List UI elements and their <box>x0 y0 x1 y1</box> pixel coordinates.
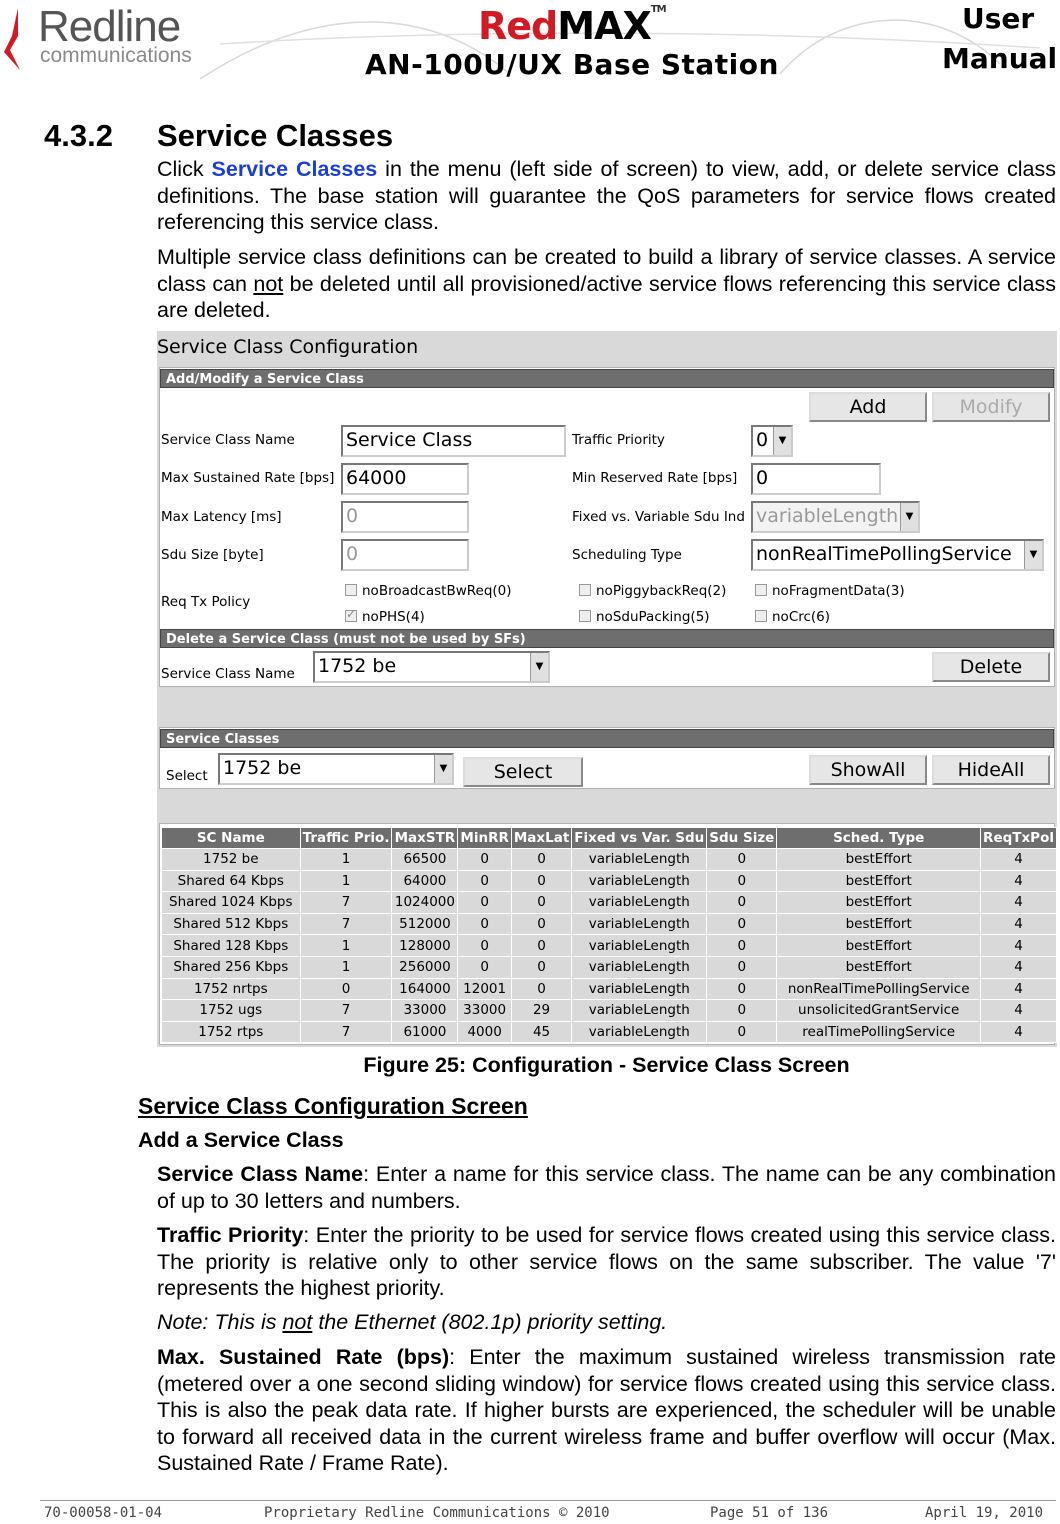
column-header: SC Name <box>162 828 301 849</box>
table-cell: 164000 <box>392 978 458 1000</box>
note-text-not: not <box>282 1310 313 1334</box>
table-cell: 0 <box>707 956 777 978</box>
column-header: MaxLat <box>511 828 571 849</box>
table-header-row <box>162 828 1057 849</box>
intro-paragraph <box>157 156 1056 236</box>
traffic-priority-label: Traffic Priority <box>572 432 665 448</box>
checkbox-icon <box>579 610 591 622</box>
table-cell: bestEffort <box>777 892 981 914</box>
table-row <box>162 956 1057 978</box>
table-cell: 0 <box>707 935 777 957</box>
table-cell: 256000 <box>392 956 458 978</box>
max-sustained-rate-input[interactable]: 64000 <box>341 463 469 495</box>
subheading-config-screen: Service Class Configuration Screen <box>138 1093 528 1119</box>
checkbox-label: noBroadcastBwReq(0) <box>362 583 512 599</box>
brand-black: MAX <box>557 4 651 48</box>
checkbox-icon <box>345 584 357 596</box>
footer-copyright: Proprietary Redline Communications © 2010 <box>264 1505 610 1521</box>
table-cell: 4 <box>981 870 1057 892</box>
table-row <box>162 935 1057 957</box>
service-class-select-value: 1752 be <box>223 757 302 779</box>
table-cell: bestEffort <box>777 956 981 978</box>
def-text: : Enter a name for this service class. The name can be any combination of up to 30 letters and numbers. <box>157 1162 1056 1213</box>
table-cell: 1 <box>300 849 392 871</box>
doc-type-line2: Manual <box>942 42 1058 75</box>
table-cell: variableLength <box>572 892 707 914</box>
table-cell: 0 <box>511 978 571 1000</box>
table-row <box>162 870 1057 892</box>
fixed-variable-sdu-label: Fixed vs. Variable Sdu Ind <box>572 509 745 525</box>
table-cell: 0 <box>300 978 392 1000</box>
table-cell: 4 <box>981 1021 1057 1043</box>
table-row <box>162 978 1057 1000</box>
table-cell: 0 <box>511 892 571 914</box>
def-max-sustained-rate <box>157 1344 1056 1477</box>
no-broadcast-bw-req-checkbox[interactable] <box>345 583 512 599</box>
table-cell: 0 <box>511 956 571 978</box>
note-paragraph <box>157 1309 1056 1336</box>
doc-type-line1: User <box>962 2 1035 35</box>
table-cell: 128000 <box>392 935 458 957</box>
brand-tm: TM <box>650 4 666 15</box>
def-text: : Enter the maximum sustained wireless transmission rate (metered over a one second sliding window) for service flows created using this service class. This is also the peak data rate. If higher bursts are experienced, the scheduler will be unable to forward all received data in the current wireless frame and buffer overflow will occur (Max. Sustained Rate / Frame Rate). <box>157 1345 1057 1475</box>
delete-name-select[interactable] <box>313 651 550 683</box>
table-cell: 29 <box>511 1000 571 1022</box>
library-text-b: be deleted until all provisioned/active service flows referencing this service class are deleted. <box>157 271 1056 322</box>
delete-name-label: Service Class Name <box>161 666 295 682</box>
table-cell: 45 <box>511 1021 571 1043</box>
service-class-config-screen <box>157 331 1057 1047</box>
footer-doc-id: 70-00058-01-04 <box>44 1505 163 1521</box>
footer-divider <box>40 1500 1056 1501</box>
table-cell: Shared 512 Kbps <box>162 913 301 935</box>
dropdown-arrow-icon: ▼ <box>530 653 548 681</box>
table-cell: 0 <box>511 935 571 957</box>
show-all-button[interactable]: ShowAll <box>809 755 927 785</box>
checkbox-icon <box>755 610 767 622</box>
select-label: Select <box>166 768 208 784</box>
min-reserved-rate-input[interactable]: 0 <box>751 463 881 495</box>
figure-caption: Figure 25: Configuration - Service Class Screen <box>363 1053 850 1077</box>
table-cell: variableLength <box>572 1000 707 1022</box>
def-term: Max. Sustained Rate (bps) <box>157 1345 450 1369</box>
def-traffic-priority <box>157 1222 1056 1302</box>
table-cell: 1024000 <box>392 892 458 914</box>
redline-logo-icon <box>0 6 36 76</box>
table-cell: 7 <box>300 913 392 935</box>
table-cell: 0 <box>458 849 511 871</box>
subheading-add-class: Add a Service Class <box>138 1128 344 1152</box>
table-cell: 4 <box>981 1000 1057 1022</box>
sdu-size-input[interactable]: 0 <box>341 539 469 571</box>
def-term: Service Class Name <box>157 1162 364 1186</box>
table-cell: 0 <box>511 913 571 935</box>
table-cell: 1 <box>300 956 392 978</box>
checkbox-label: noSduPacking(5) <box>596 609 710 625</box>
no-sdu-packing-checkbox[interactable] <box>579 609 710 625</box>
table-cell: 1752 be <box>162 849 301 871</box>
column-header: MinRR <box>458 828 511 849</box>
table-row <box>162 849 1057 871</box>
scheduling-type-value: nonRealTimePollingService <box>756 543 1012 565</box>
no-phs-checkbox[interactable] <box>345 609 425 625</box>
table-cell: 7 <box>300 1000 392 1022</box>
table-cell: 0 <box>511 870 571 892</box>
def-service-class-name <box>157 1161 1056 1214</box>
checkbox-label: noCrc(6) <box>772 609 831 625</box>
scheduling-type-select[interactable] <box>751 539 1044 571</box>
table-cell: variableLength <box>572 978 707 1000</box>
checkbox-icon <box>579 584 591 596</box>
brand-logo <box>478 4 666 48</box>
delete-button[interactable]: Delete <box>932 652 1050 682</box>
dropdown-arrow-icon: ▼ <box>773 427 791 455</box>
screen-title: Service Class Configuration <box>157 336 419 358</box>
sdu-size-label: Sdu Size [byte] <box>161 547 264 563</box>
dropdown-arrow-icon: ▼ <box>434 755 452 783</box>
table-cell: 0 <box>458 913 511 935</box>
dropdown-arrow-icon: ▼ <box>1024 541 1042 569</box>
column-header: Fixed vs Var. Sdu <box>572 828 707 849</box>
modify-button[interactable]: Modify <box>932 392 1050 422</box>
table-cell: 0 <box>458 870 511 892</box>
scheduling-type-label: Scheduling Type <box>572 547 682 563</box>
service-class-name-label: Service Class Name <box>161 432 295 448</box>
delete-bar: Delete a Service Class (must not be used by SFs) <box>160 629 1054 648</box>
product-name: AN-100U/UX Base Station <box>365 48 779 81</box>
table-cell: 4 <box>981 956 1057 978</box>
table-cell: 0 <box>458 892 511 914</box>
table-cell: 0 <box>707 978 777 1000</box>
table-cell: bestEffort <box>777 935 981 957</box>
service-class-name-input[interactable]: Service Class <box>341 425 566 457</box>
column-header: Traffic Prio. <box>300 828 392 849</box>
table-row <box>162 892 1057 914</box>
table-cell: 0 <box>458 956 511 978</box>
table-cell: 4 <box>981 849 1057 871</box>
library-paragraph <box>157 244 1056 324</box>
table-cell: 1752 ugs <box>162 1000 301 1022</box>
table-cell: 4 <box>981 913 1057 935</box>
table-cell: 1752 rtps <box>162 1021 301 1043</box>
no-crc-checkbox[interactable] <box>755 609 830 625</box>
table-cell: 7 <box>300 1021 392 1043</box>
table-cell: 4 <box>981 892 1057 914</box>
service-classes-bar: Service Classes <box>160 729 1054 748</box>
table-row <box>162 1000 1057 1022</box>
req-tx-policy-label: Req Tx Policy <box>161 594 251 610</box>
intro-text-b: in the menu (left side of screen) to view, add, or delete service class definitions. The base station will guarantee the QoS parameters for service flows created referencing this service class. <box>157 157 1056 234</box>
table-cell: 7 <box>300 892 392 914</box>
table-cell: variableLength <box>572 870 707 892</box>
table-cell: Shared 64 Kbps <box>162 870 301 892</box>
delete-name-value: 1752 be <box>318 655 397 677</box>
add-modify-bar: Add/Modify a Service Class <box>160 369 1054 388</box>
min-reserved-rate-label: Min Reserved Rate [bps] <box>572 470 738 486</box>
traffic-priority-select[interactable] <box>751 425 793 457</box>
table-cell: bestEffort <box>777 870 981 892</box>
table-cell: variableLength <box>572 849 707 871</box>
table-cell: 0 <box>707 849 777 871</box>
table-cell: 512000 <box>392 913 458 935</box>
table-cell: Shared 128 Kbps <box>162 935 301 957</box>
table-cell: 64000 <box>392 870 458 892</box>
max-latency-input[interactable]: 0 <box>341 501 469 533</box>
table-cell: 0 <box>511 849 571 871</box>
checkbox-label: noFragmentData(3) <box>772 583 905 599</box>
add-button[interactable]: Add <box>809 392 927 422</box>
def-term: Traffic Priority <box>157 1223 304 1247</box>
column-header: MaxSTR <box>392 828 458 849</box>
table-cell: 61000 <box>392 1021 458 1043</box>
table-cell: 1752 nrtps <box>162 978 301 1000</box>
table-cell: 0 <box>707 870 777 892</box>
intro-text-a: Click <box>157 157 212 181</box>
fixed-variable-sdu-select[interactable] <box>751 501 920 533</box>
table-cell: nonRealTimePollingService <box>777 978 981 1000</box>
table-cell: 0 <box>707 913 777 935</box>
service-class-select[interactable] <box>218 753 454 785</box>
table-cell: realTimePollingService <box>777 1021 981 1043</box>
library-text-not: not <box>253 271 284 296</box>
footer-page: Page 51 of 136 <box>710 1505 829 1521</box>
table-cell: 4 <box>981 935 1057 957</box>
table-cell: Shared 256 Kbps <box>162 956 301 978</box>
table-cell: 4000 <box>458 1021 511 1043</box>
table-row <box>162 1021 1057 1043</box>
table-row <box>162 913 1057 935</box>
library-text-a: Multiple service class definitions can be created to build a library of service classes. A service class can <box>157 245 1056 296</box>
table-cell: variableLength <box>572 913 707 935</box>
table-cell: 0 <box>458 935 511 957</box>
section-title: Service Classes <box>157 118 394 153</box>
note-text-b: the Ethernet (802.1p) priority setting. <box>312 1310 668 1334</box>
no-piggyback-req-checkbox[interactable] <box>579 583 726 599</box>
table-cell: variableLength <box>572 935 707 957</box>
table-cell: unsolicitedGrantService <box>777 1000 981 1022</box>
table-cell: variableLength <box>572 956 707 978</box>
max-sustained-rate-label: Max Sustained Rate [bps] <box>161 470 335 486</box>
section-number: 4.3.2 <box>44 118 113 153</box>
brand-red: Red <box>478 4 558 48</box>
table-cell: 12001 <box>458 978 511 1000</box>
select-button[interactable]: Select <box>463 757 583 787</box>
traffic-priority-value: 0 <box>756 429 769 451</box>
table-cell: 0 <box>707 1000 777 1022</box>
hide-all-button[interactable]: HideAll <box>932 755 1050 785</box>
table-cell: 33000 <box>392 1000 458 1022</box>
company-name: Redline <box>38 2 181 51</box>
table-cell: 0 <box>707 892 777 914</box>
column-header: ReqTxPol <box>981 828 1057 849</box>
column-header: Sdu Size <box>707 828 777 849</box>
dropdown-arrow-icon: ▼ <box>900 503 918 531</box>
def-text: : Enter the priority to be used for service flows created using this service class. The priority is relative only to other service flows on the same subscriber. The value '7' represents the highest priority. <box>157 1223 1057 1300</box>
max-latency-label: Max Latency [ms] <box>161 509 282 525</box>
table-cell: 33000 <box>458 1000 511 1022</box>
checkbox-label: noPiggybackReq(2) <box>596 583 727 599</box>
table-cell: bestEffort <box>777 913 981 935</box>
service-classes-table <box>161 827 1057 1043</box>
table-cell: 4 <box>981 978 1057 1000</box>
checkbox-checked-icon <box>345 610 357 622</box>
footer-date: April 19, 2010 <box>925 1505 1044 1521</box>
note-text-a: Note: This is <box>157 1310 283 1334</box>
column-header: Sched. Type <box>777 828 981 849</box>
no-fragment-data-checkbox[interactable] <box>755 583 905 599</box>
checkbox-label: noPHS(4) <box>362 609 425 625</box>
company-subtitle: communications <box>40 44 192 67</box>
table-cell: 1 <box>300 935 392 957</box>
table-cell: bestEffort <box>777 849 981 871</box>
checkbox-icon <box>755 584 767 596</box>
table-cell: variableLength <box>572 1021 707 1043</box>
table-cell: Shared 1024 Kbps <box>162 892 301 914</box>
page-header <box>0 0 1060 90</box>
fixed-variable-sdu-value: variableLength <box>756 505 899 527</box>
table-cell: 0 <box>707 1021 777 1043</box>
table-cell: 1 <box>300 870 392 892</box>
table-cell: 66500 <box>392 849 458 871</box>
service-classes-link[interactable]: Service Classes <box>211 157 378 181</box>
